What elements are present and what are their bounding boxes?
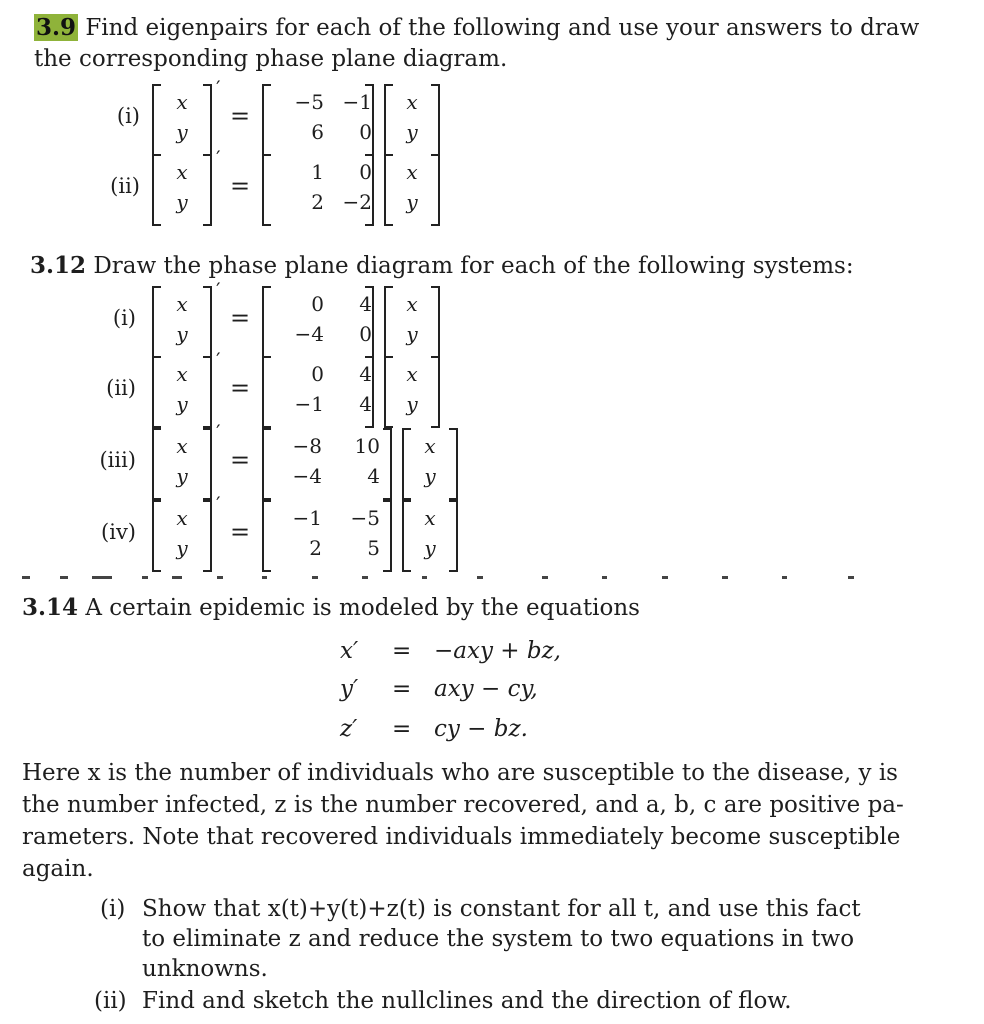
problem-3-9-header — [34, 14, 919, 41]
matrix-entry: −5 — [350, 506, 380, 530]
vector-lhs — [152, 286, 212, 356]
matrix-entry: 1 — [311, 160, 324, 184]
matrix-entry: 5 — [367, 536, 380, 560]
vector-rhs — [384, 356, 440, 426]
system-label: (i) — [112, 306, 136, 330]
bracket-left — [262, 356, 271, 428]
problem-3-12-header — [30, 252, 854, 279]
bracket-right — [383, 428, 392, 500]
vector-entry: x — [406, 362, 418, 386]
equation-equals: = — [392, 638, 412, 664]
matrix-equation — [0, 76, 984, 156]
matrix-equation — [0, 278, 984, 358]
coefficient-matrix — [262, 154, 374, 224]
equals-sign: = — [230, 518, 251, 546]
matrix-entry: 10 — [354, 434, 380, 458]
matrix-entry: 0 — [359, 322, 372, 346]
equation-rhs: axy − cy, — [434, 676, 538, 702]
equals-sign: = — [230, 446, 251, 474]
equation-equals: = — [392, 716, 412, 742]
vector-lhs — [152, 84, 212, 154]
bracket-left — [262, 500, 271, 572]
vector-entry: y — [176, 120, 188, 144]
problem-3-14-header — [22, 594, 640, 621]
matrix-entry: 2 — [311, 190, 324, 214]
paragraph-line: again. — [22, 856, 94, 882]
matrix-equation — [0, 146, 984, 226]
sub-item-label: (i) — [100, 896, 126, 922]
vector-entry: x — [176, 506, 188, 530]
coefficient-matrix — [262, 428, 392, 498]
problem-text-line: the corresponding phase plane diagram. — [34, 46, 508, 72]
bracket-left — [262, 286, 271, 358]
matrix-entry: 0 — [359, 160, 372, 184]
coefficient-matrix — [262, 286, 374, 356]
cropped-text-remnant — [22, 570, 862, 582]
cropped-dashes — [22, 570, 862, 582]
vector-entry: x — [176, 90, 188, 114]
equals-sign: = — [230, 374, 251, 402]
equals-sign: = — [230, 304, 251, 332]
vector-entry: y — [176, 464, 188, 488]
equation-rhs: cy − bz. — [434, 716, 528, 742]
vector-entry: y — [176, 392, 188, 416]
vector-entry: x — [176, 292, 188, 316]
matrix-equation — [0, 420, 984, 500]
vector-entry: y — [406, 120, 418, 144]
sub-item-line: Find and sketch the nullclines and the direction of flow. — [142, 988, 792, 1014]
vector-entry: x — [406, 160, 418, 184]
matrix-entry: −8 — [292, 434, 322, 458]
system-label: (ii) — [110, 174, 140, 198]
vector-entry: y — [424, 536, 436, 560]
problem-text-line: A certain epidemic is modeled by the equations — [85, 595, 640, 621]
vector-entry: y — [406, 322, 418, 346]
equals-sign: = — [230, 172, 251, 200]
vector-entry: x — [176, 362, 188, 386]
matrix-equation — [0, 492, 984, 572]
prime-mark: ′ — [216, 420, 221, 444]
vector-lhs — [152, 428, 212, 498]
paragraph-line: Here x is the number of individuals who are susceptible to the disease, y is — [22, 760, 898, 786]
vector-rhs — [402, 500, 458, 570]
paragraph-line: rameters. Note that recovered individuals immediately become susceptible — [22, 824, 901, 850]
matrix-equation — [0, 348, 984, 428]
equation-lhs: y′ — [340, 676, 359, 702]
system-label: (iv) — [101, 520, 136, 544]
matrix-entry: 4 — [367, 464, 380, 488]
problem-text-line: Draw the phase plane diagram for each of the following systems: — [93, 253, 854, 279]
problem-text-line: Find eigenpairs for each of the following and use your answers to draw — [85, 15, 920, 41]
vector-entry: y — [406, 190, 418, 214]
vector-rhs — [384, 286, 440, 356]
sub-item-line: to eliminate z and reduce the system to two equations in two — [142, 926, 855, 952]
matrix-entry: −1 — [342, 90, 372, 114]
vector-entry: x — [424, 506, 436, 530]
matrix-entry: −4 — [294, 322, 324, 346]
vector-rhs — [384, 84, 440, 154]
vector-entry: x — [176, 160, 188, 184]
vector-entry: y — [406, 392, 418, 416]
matrix-entry: 2 — [309, 536, 322, 560]
equals-sign: = — [230, 102, 251, 130]
system-label: (ii) — [106, 376, 136, 400]
vector-rhs — [402, 428, 458, 498]
equation-lhs: x′ — [340, 638, 359, 664]
matrix-entry: −4 — [292, 464, 322, 488]
system-label: (iii) — [99, 448, 136, 472]
sub-item-line: Show that x(t)+y(t)+z(t) is constant for all t, and use this fact — [142, 896, 861, 922]
problem-number: 3.9 — [36, 14, 77, 41]
matrix-entry: −1 — [292, 506, 322, 530]
bracket-left — [262, 84, 271, 156]
vector-lhs — [152, 154, 212, 224]
vector-rhs — [384, 154, 440, 224]
matrix-entry: 4 — [359, 292, 372, 316]
bracket-left — [262, 154, 271, 226]
system-label: (i) — [116, 104, 140, 128]
prime-mark: ′ — [216, 278, 221, 302]
matrix-entry: 0 — [311, 362, 324, 386]
matrix-entry: 4 — [359, 392, 372, 416]
equation-rhs: −axy + bz, — [434, 638, 561, 664]
paragraph-line: the number infected, z is the number recovered, and a, b, c are positive pa- — [22, 792, 904, 818]
equation-lhs: z′ — [340, 716, 358, 742]
vector-entry: y — [176, 536, 188, 560]
vector-entry: y — [176, 190, 188, 214]
vector-entry: x — [424, 434, 436, 458]
matrix-entry: 0 — [311, 292, 324, 316]
sub-item-line: unknowns. — [142, 956, 268, 982]
bracket-left — [262, 428, 271, 500]
sub-item-label: (ii) — [94, 988, 127, 1014]
matrix-entry: 6 — [311, 120, 324, 144]
prime-mark: ′ — [216, 492, 221, 516]
matrix-entry: −1 — [294, 392, 324, 416]
matrix-entry: −5 — [294, 90, 324, 114]
vector-entry: x — [406, 90, 418, 114]
vector-entry: x — [176, 434, 188, 458]
prime-mark: ′ — [216, 348, 221, 372]
vector-entry: y — [424, 464, 436, 488]
vector-lhs — [152, 500, 212, 570]
matrix-entry: 0 — [359, 120, 372, 144]
coefficient-matrix — [262, 84, 374, 154]
coefficient-matrix — [262, 356, 374, 426]
vector-entry: x — [406, 292, 418, 316]
equation-equals: = — [392, 676, 412, 702]
matrix-entry: −2 — [342, 190, 372, 214]
prime-mark: ′ — [216, 76, 221, 100]
prime-mark: ′ — [216, 146, 221, 170]
problem-number: 3.14 — [22, 594, 79, 621]
bracket-right — [383, 500, 392, 572]
problem-number: 3.12 — [30, 252, 87, 279]
coefficient-matrix — [262, 500, 392, 570]
matrix-entry: 4 — [359, 362, 372, 386]
vector-entry: y — [176, 322, 188, 346]
vector-lhs — [152, 356, 212, 426]
